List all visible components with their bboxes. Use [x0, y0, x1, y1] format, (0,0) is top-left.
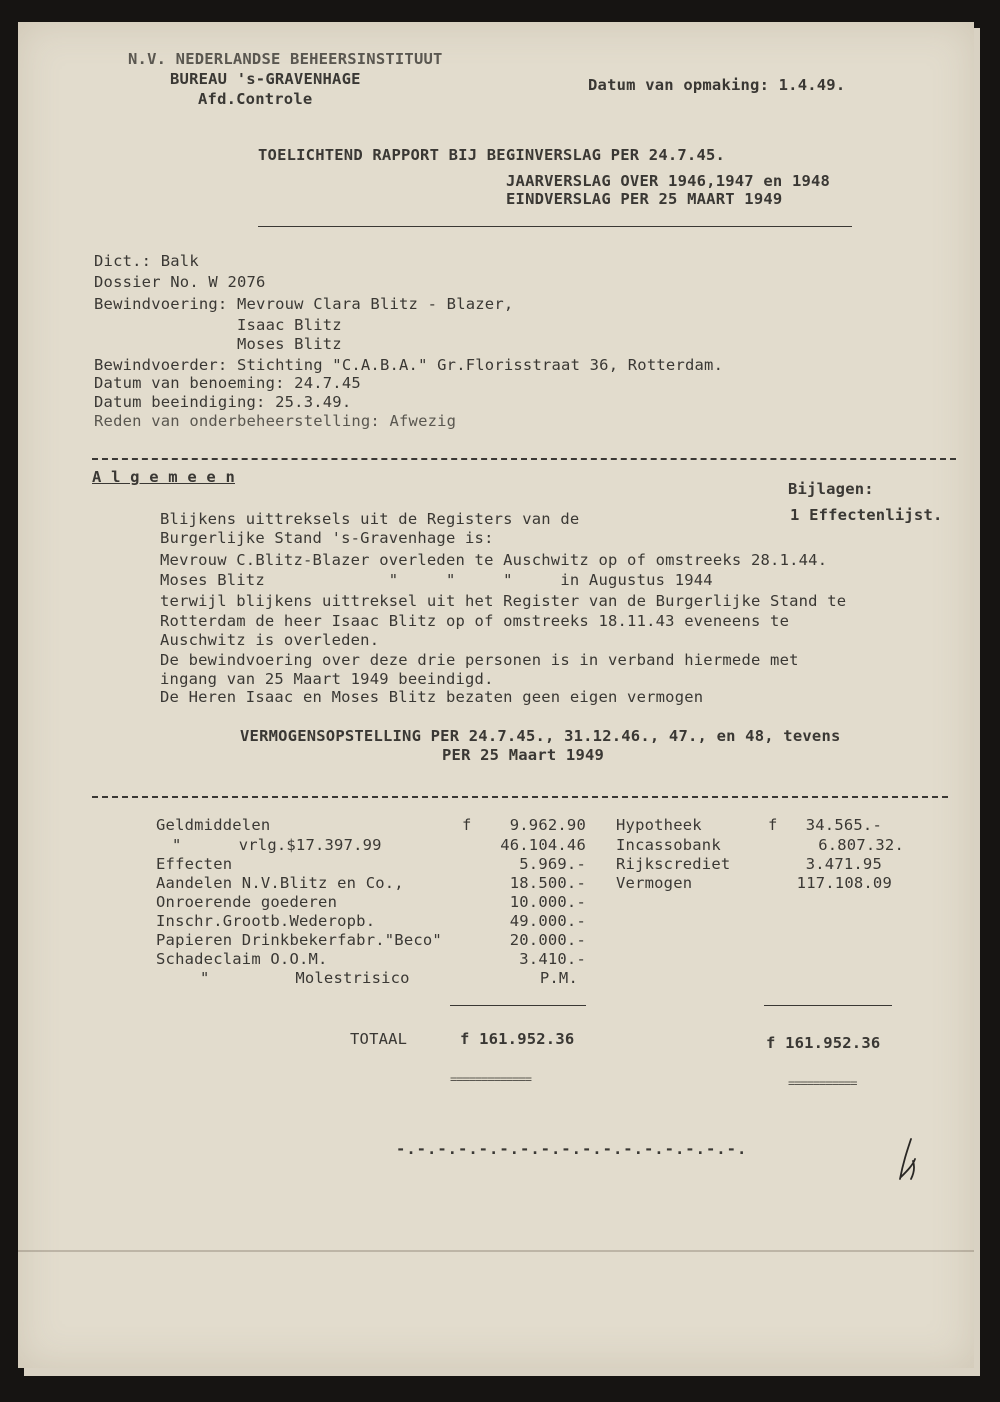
- info-bewindvoerder: Bewindvoerder: Stichting "C.A.B.A." Gr.Florisstraat 36, Rotterdam.: [94, 356, 724, 374]
- body-line: Auschwitz is overleden.: [160, 631, 380, 649]
- asset-label: Onroerende goederen: [156, 893, 338, 911]
- report-date: Datum van opmaking: 1.4.49.: [588, 76, 846, 94]
- assets-sum-rule: [450, 1005, 586, 1006]
- title-line-3: EINDVERSLAG PER 25 MAART 1949: [506, 190, 783, 208]
- title-line-2: JAARVERSLAG OVER 1946,1947 en 1948: [506, 172, 831, 190]
- liabilities-sum-rule: [764, 1005, 892, 1006]
- total-label: TOTAAL: [350, 1030, 408, 1048]
- total-assets-double-underline: =============: [450, 1072, 531, 1086]
- body-line: De Heren Isaac en Moses Blitz bezaten geen eigen vermogen: [160, 688, 704, 706]
- org-department: Afd.Controle: [198, 90, 313, 108]
- asset-value: 49.000.-: [509, 912, 586, 930]
- asset-label: Geldmiddelen: [156, 816, 271, 834]
- liability-value: 34.565.-: [805, 816, 882, 834]
- asset-value: 10.000.-: [509, 893, 586, 911]
- info-bewindvoering: Bewindvoering: Mevrouw Clara Blitz - Blazer,: [94, 295, 514, 313]
- liability-label: Vermogen: [616, 874, 693, 892]
- page-fold-edge: [18, 1250, 974, 1252]
- section-heading: A l g e m e e n: [92, 468, 235, 486]
- liability-label: Rijkscrediet: [616, 855, 731, 873]
- liability-value: 3.471.95: [805, 855, 882, 873]
- info-reden: Reden van onderbeheerstelling: Afwezig: [94, 412, 457, 430]
- liability-value: 117.108.09: [796, 874, 892, 892]
- info-person-isaac: Isaac Blitz: [94, 316, 342, 334]
- bijlagen-item: 1 Effectenlijst.: [790, 506, 943, 524]
- info-dict: Dict.: Balk: [94, 252, 199, 270]
- statement-title-line-1: VERMOGENSOPSTELLING PER 24.7.45., 31.12.46., 47., en 48, tevens: [240, 727, 841, 745]
- asset-label: Inschr.Grootb.Wederopb.: [156, 912, 376, 930]
- asset-label: Schadeclaim O.O.M.: [156, 950, 328, 968]
- body-line: De bewindvoering over deze drie personen is in verband hiermede met: [160, 651, 799, 669]
- asset-currency: f: [462, 816, 472, 834]
- body-line: Rotterdam de heer Isaac Blitz op of omstreeks 18.11.43 eveneens te: [160, 612, 790, 630]
- info-dossier: Dossier No. W 2076: [94, 273, 266, 291]
- asset-value: 3.410.-: [519, 950, 586, 968]
- total-assets: f 161.952.36: [460, 1030, 575, 1048]
- info-beeindiging: Datum beeindiging: 25.3.49.: [94, 393, 352, 411]
- body-line: ingang van 25 Maart 1949 beeindigd.: [160, 670, 494, 688]
- liability-value: 6.807.32.: [818, 836, 904, 854]
- body-line: terwijl blijkens uittreksel uit het Register van de Burgerlijke Stand te: [160, 592, 847, 610]
- asset-value: 5.969.-: [519, 855, 586, 873]
- liability-label: Incassobank: [616, 836, 721, 854]
- org-bureau: BUREAU 's-GRAVENHAGE: [170, 70, 361, 88]
- asset-value: 20.000.-: [509, 931, 586, 949]
- asset-label: Papieren Drinkbekerfabr."Beco": [156, 931, 442, 949]
- info-benoeming: Datum van benoeming: 24.7.45: [94, 374, 361, 392]
- asset-value: 9.962.90: [509, 816, 586, 834]
- total-liabilities: f 161.952.36: [766, 1034, 881, 1052]
- asset-label: " vrlg.$17.397.99: [172, 836, 382, 854]
- body-line: Burgerlijke Stand 's-Gravenhage is:: [160, 529, 494, 547]
- total-liabilities-double-underline: ===========: [788, 1076, 857, 1090]
- body-line: Moses Blitz " " " in Augustus 1944: [160, 571, 713, 589]
- asset-label: Aandelen N.V.Blitz en Co.,: [156, 874, 404, 892]
- statement-title-line-2: PER 25 Maart 1949: [442, 746, 605, 764]
- statement-divider: [92, 796, 948, 798]
- title-underline: [258, 226, 852, 227]
- body-line: Blijkens uittreksels uit de Registers van de: [160, 510, 580, 528]
- asset-label: Effecten: [156, 855, 233, 873]
- title-line-1: TOELICHTEND RAPPORT BIJ BEGINVERSLAG PER 24.7.45.: [258, 146, 726, 164]
- asset-value: 46.104.46: [500, 836, 586, 854]
- org-name: N.V. NEDERLANDSE BEHEERSINSTITUUT: [128, 50, 443, 68]
- asset-label: " Molestrisico: [200, 969, 410, 987]
- info-person-moses: Moses Blitz: [94, 335, 342, 353]
- liability-label: Hypotheek: [616, 816, 702, 834]
- liability-currency: f: [768, 816, 778, 834]
- asset-value: P.M.: [539, 969, 578, 987]
- bijlagen-label: Bijlagen:: [788, 480, 874, 498]
- asset-value: 18.500.-: [509, 874, 586, 892]
- body-line: Mevrouw C.Blitz-Blazer overleden te Auschwitz op of omstreeks 28.1.44.: [160, 551, 828, 569]
- section-divider: [92, 458, 956, 460]
- footer-dash-dot-line: -.-.-.-.-.-.-.-.-.-.-.-.-.-.-.-.-.: [396, 1140, 748, 1158]
- handwritten-mark: [893, 1135, 923, 1185]
